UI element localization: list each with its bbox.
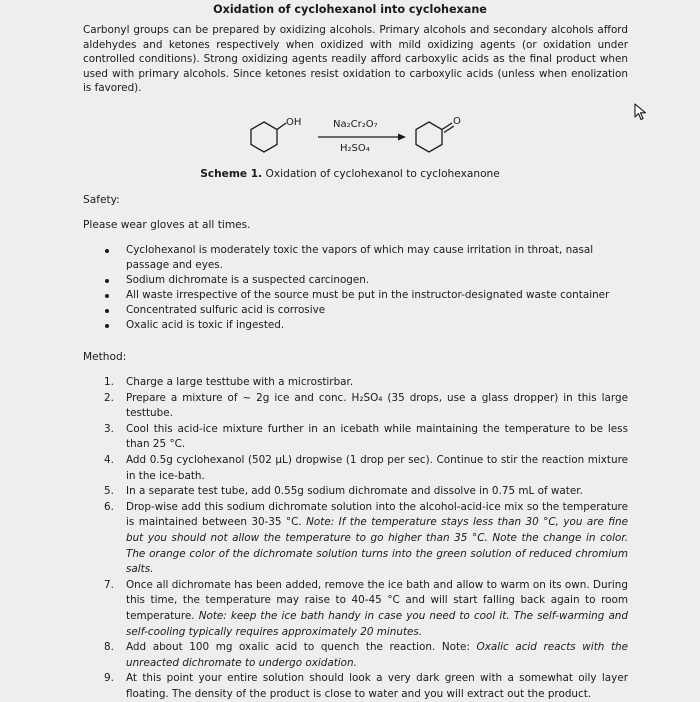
method-step: [104, 578, 628, 640]
step-text: Charge a large testtube with a microstirbar.: [126, 376, 354, 388]
o-label: O: [453, 116, 461, 127]
reagent-top: Na₂Cr₂O₇: [333, 119, 378, 130]
step-text: In a separate test tube, add 0.55g sodium dichromate and dissolve in 0.75 mL of water.: [126, 485, 583, 498]
cyclohexanol-ring: [251, 122, 277, 152]
step-number: 3.: [104, 422, 114, 435]
document-title: Oxidation of cyclohexanol into cyclohexane: [213, 3, 487, 16]
safety-item: Concentrated sulfuric acid is corrosive: [105, 303, 625, 318]
step-text: Once all dichromate has been added, remove the ice bath and allow to warm on its own. During this time, the temperature may raise to 40-45 °C and will start falling back again to room temperature.: [126, 578, 628, 622]
method-step: [104, 375, 628, 391]
method-steps: [104, 375, 628, 702]
safety-item: Cyclohexanol is moderately toxic the vapors of which may cause irritation in throat, nasal passage and eyes.: [105, 243, 625, 273]
step-number: 1.: [104, 376, 114, 388]
step-text: Add about 100 mg oxalic acid to quench the reaction. Note:: [126, 641, 470, 654]
method-step: [104, 671, 628, 702]
mouse-cursor-icon: [634, 103, 648, 121]
step-number: 2.: [104, 391, 114, 404]
oh-label: OH: [286, 117, 302, 128]
step-text: Add 0.5g cyclohexanol (502 µL) dropwise (1 drop per sec). Continue to stir the reaction mixture in the ice-bath.: [126, 453, 628, 482]
step-number: 7.: [104, 578, 114, 591]
method-step: [104, 484, 628, 500]
step-number: 4.: [104, 453, 114, 466]
step-number: 5.: [104, 485, 114, 498]
step-number: 6.: [104, 500, 114, 513]
method-step: [104, 453, 628, 484]
scheme-caption-text: Oxidation of cyclohexanol to cyclohexanone: [262, 168, 500, 180]
step-number: 8.: [104, 641, 114, 654]
step-text: Drop-wise add this sodium dichromate solution into the alcohol-acid-ice mix so the temperature is maintained between 30-35 °C.: [126, 500, 628, 529]
step-note: Note: If the temperature stays less than 30 °C, you are fine but you should not allow the temperature to go higher than 35 °C. Note the change in color. The orange color of the dichromate solution turns into the green solution of reduced chromium salts.: [126, 516, 628, 576]
intro-paragraph: Carbonyl groups can be prepared by oxidizing alcohols. Primary alcohols and secondary alcohols afford aldehydes and ketones respectively when oxidized with mild oxidizing agents (or oxidation under controlled conditions). Strong oxidizing agents readily afford carboxylic acids as the final product when used with primary alcohols. Since ketones resist oxidation to carboxylic acids (unless when enolization is favored).: [83, 24, 628, 94]
step-text: Prepare a mixture of ~ 2g ice and conc. H₂SO₄ (35 drops, use a glass dropper) in this large testtube.: [126, 391, 628, 420]
step-text: At this point your entire solution should look a very dark green with a somewhat oily layer floating. The density of the product is close to water and you will extract out the product.: [126, 672, 628, 700]
safety-note: Please wear gloves at all times.: [83, 219, 251, 231]
safety-item: Oxalic acid is toxic if ingested.: [105, 318, 625, 333]
scheme-caption: [0, 168, 700, 180]
reagent-bottom: H₂SO₄: [340, 143, 370, 154]
method-step: [104, 500, 628, 578]
scheme-caption-label: Scheme 1.: [200, 168, 263, 180]
step-text: Cool this acid-ice mixture further in an icebath while maintaining the temperature to be less than 25 °C.: [126, 422, 628, 451]
method-heading: Method:: [83, 351, 127, 363]
step-note: Oxalic acid reacts with the unreacted dichromate to undergo oxidation.: [126, 641, 628, 669]
reaction-scheme: [240, 110, 480, 160]
step-number: 9.: [104, 672, 114, 685]
safety-list: [105, 243, 625, 333]
cyclohexanone-ring: [416, 122, 442, 152]
step-note: Note: keep the ice bath handy in case you need to cool it. The self-warming and self-cooling typically requires approximately 20 minutes.: [126, 609, 628, 638]
safety-item: Sodium dichromate is a suspected carcinogen.: [105, 273, 625, 288]
reaction-arrow-head: [398, 134, 406, 141]
method-step: [104, 391, 628, 422]
cyclohexanol-oh-bond: [277, 123, 286, 130]
method-step: [104, 422, 628, 453]
method-step: [104, 640, 628, 671]
safety-heading: Safety:: [83, 194, 120, 206]
safety-item: All waste irrespective of the source must be put in the instructor-designated waste container: [105, 288, 625, 303]
